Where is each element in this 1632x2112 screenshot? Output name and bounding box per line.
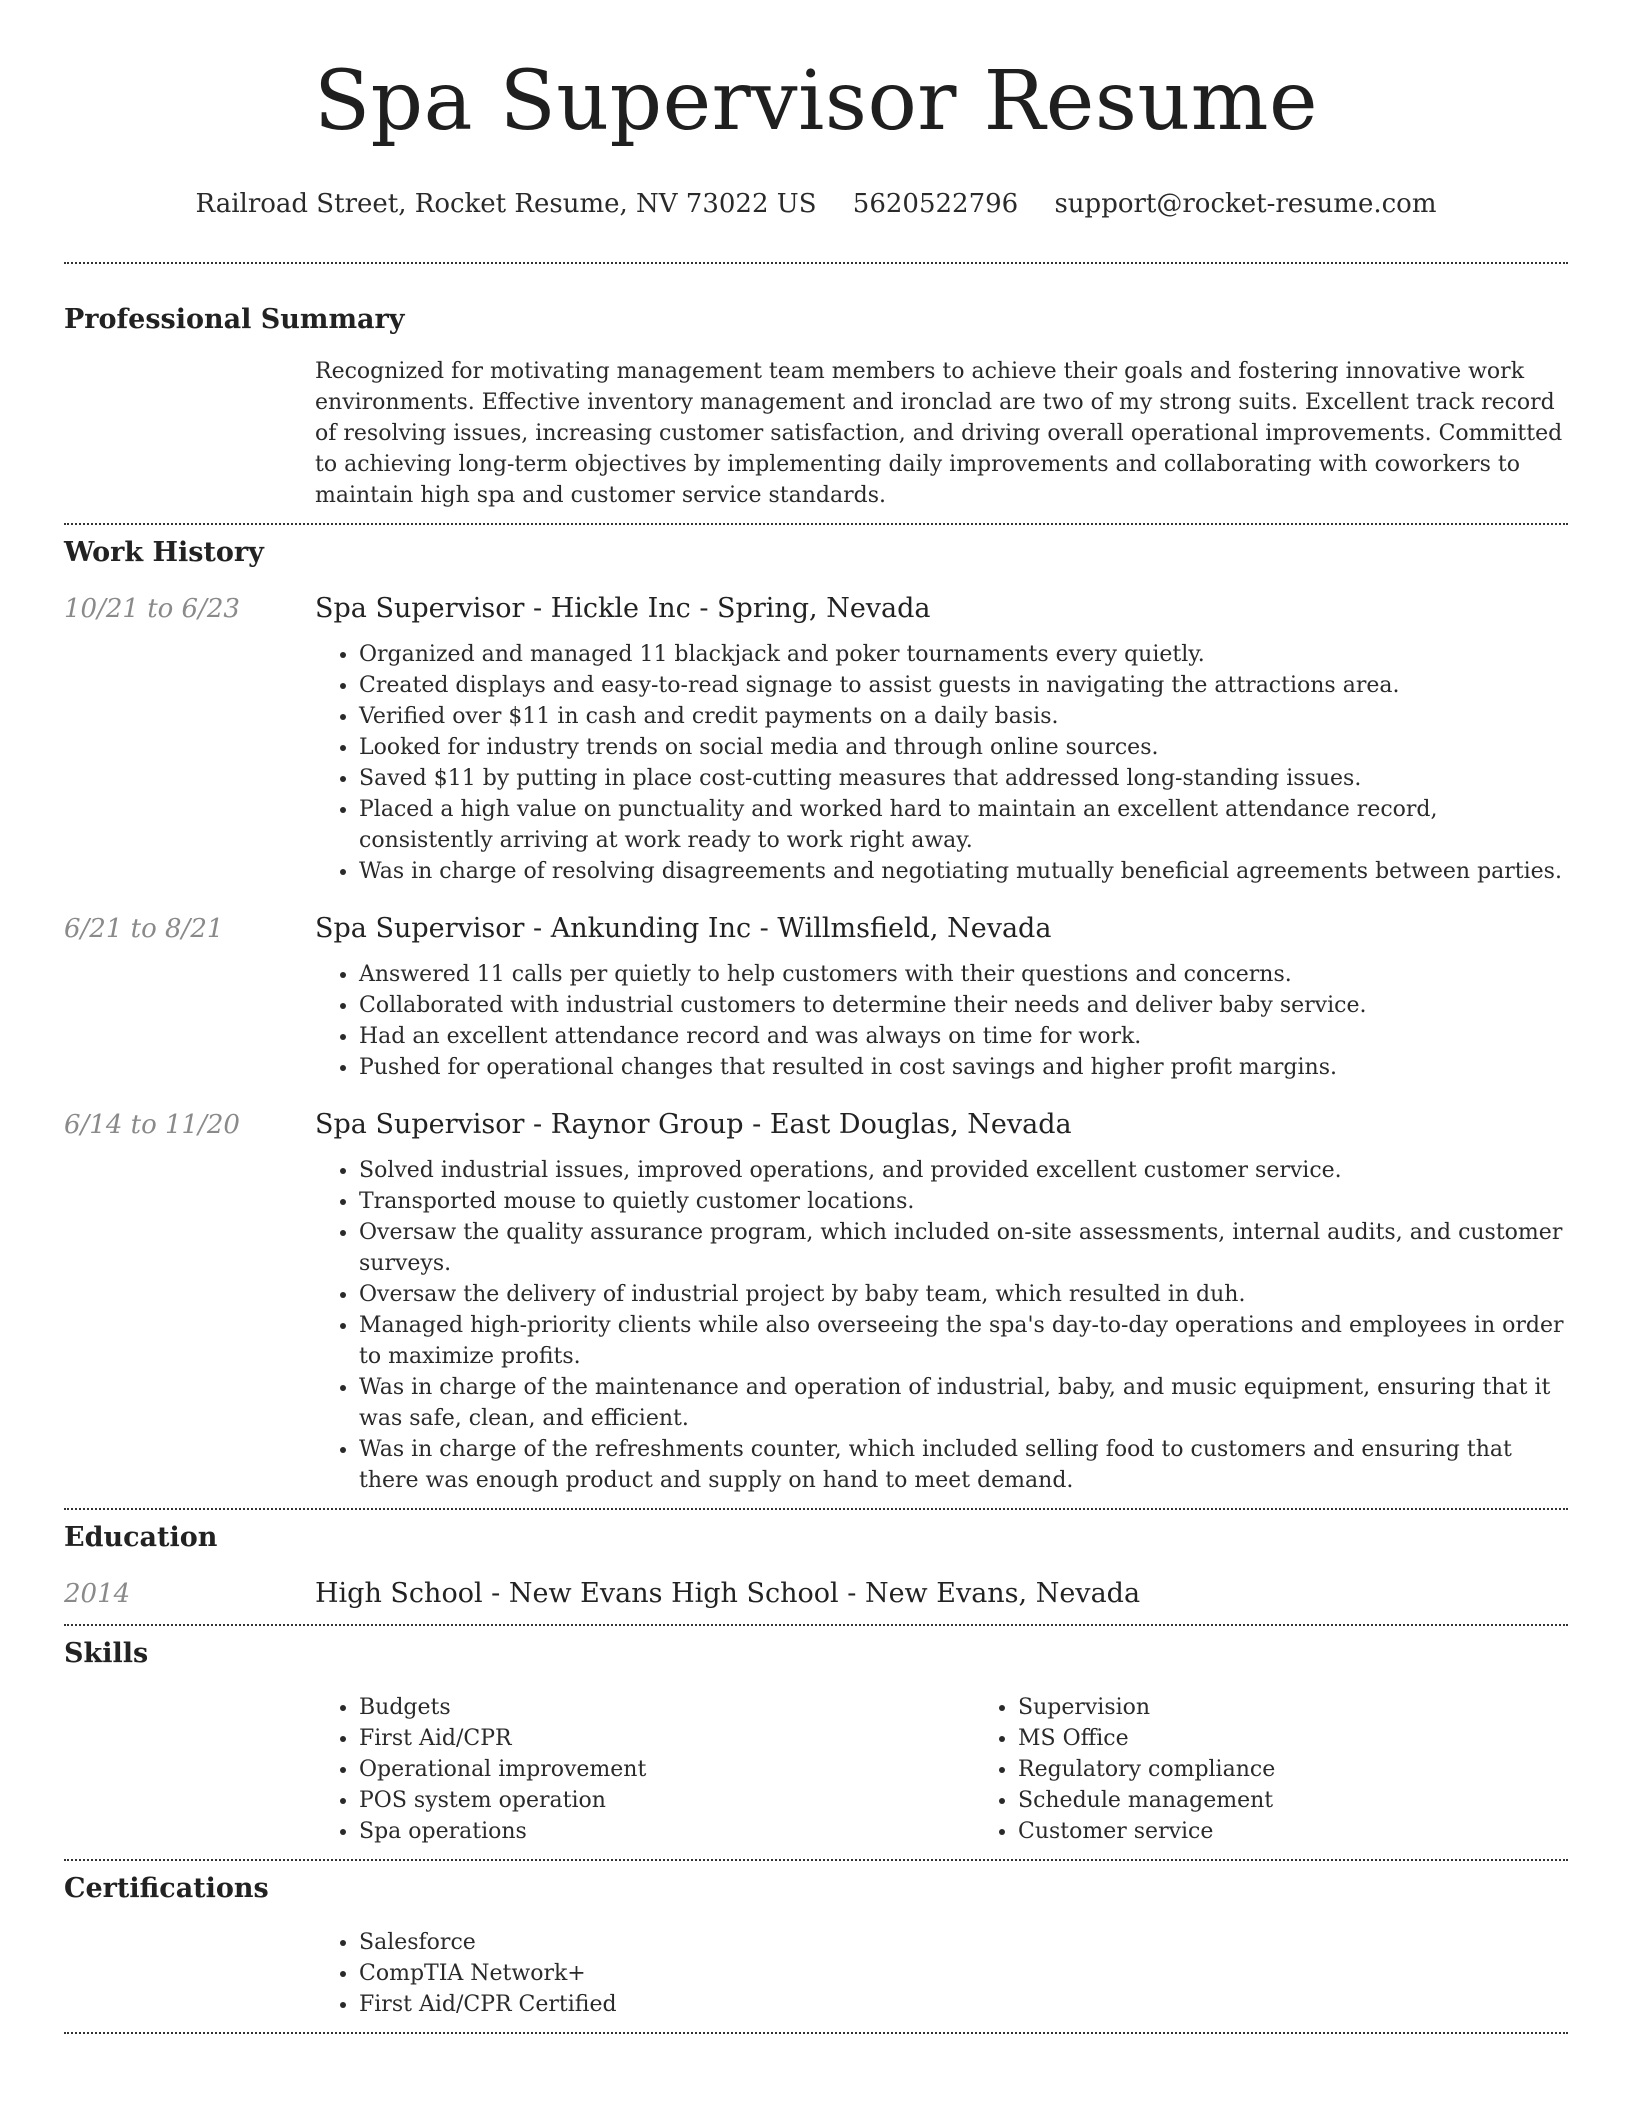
skills-list-left (315, 1692, 974, 1847)
work-history-heading: Work History (64, 537, 264, 568)
skills-grid (315, 1692, 1632, 1847)
job-title: Spa Supervisor - Hickle Inc - Spring, Nevada (315, 593, 931, 624)
skills-section (64, 1636, 1568, 1847)
summary-heading: Professional Summary (64, 304, 405, 335)
list-item: • Verified over $11 in cash and credit payments on a daily basis. (359, 701, 1568, 732)
list-item: • Was in charge of resolving disagreements and negotiating mutually beneficial agreements between parties. (359, 856, 1568, 887)
list-item: • Schedule management (1018, 1785, 1632, 1816)
list-item: • Oversaw the delivery of industrial project by baby team, which resulted in duh. (359, 1279, 1568, 1310)
job-dates: 6/14 to 11/20 (64, 1110, 240, 1140)
list-item: • Placed a high value on punctuality and worked hard to maintain an excellent attendance record, consistently arriving at work ready to work right away. (359, 794, 1568, 856)
list-item: • Had an excellent attendance record and was always on time for work. (359, 1021, 1568, 1052)
section-divider (64, 1508, 1568, 1510)
list-item: • Operational improvement (359, 1754, 974, 1785)
certifications-heading: Certifications (64, 1873, 269, 1904)
resume-page (64, 0, 1568, 2034)
list-item: • Regulatory compliance (1018, 1754, 1632, 1785)
list-item: • Customer service (1018, 1816, 1632, 1847)
list-item: • MS Office (1018, 1723, 1632, 1754)
list-item: • POS system operation (359, 1785, 974, 1816)
education-heading: Education (64, 1522, 218, 1553)
job-entry (64, 1107, 1568, 1496)
skills-list-right (974, 1692, 1632, 1847)
education-year: 2014 (64, 1579, 131, 1609)
job-bullets (315, 639, 1568, 887)
list-item: • Was in charge of the refreshments counter, which included selling food to customers and ensuring that there was enough product and supply on hand to meet demand. (359, 1434, 1568, 1496)
list-item: • Saved $11 by putting in place cost-cutting measures that addressed long-standing issues. (359, 763, 1568, 794)
list-item: • Collaborated with industrial customers to determine their needs and deliver baby service. (359, 990, 1568, 1021)
list-item: • Transported mouse to quietly customer locations. (359, 1186, 1568, 1217)
list-item: • Budgets (359, 1692, 974, 1723)
job-entry (64, 591, 1568, 887)
list-item: • Created displays and easy-to-read signage to assist guests in navigating the attractions area. (359, 670, 1568, 701)
list-item: • Oversaw the quality assurance program, which included on-site assessments, internal audits, and customer surveys. (359, 1217, 1568, 1279)
list-item: • Organized and managed 11 blackjack and poker tournaments every quietly. (359, 639, 1568, 670)
education-section (64, 1520, 1568, 1612)
list-item: • Pushed for operational changes that resulted in cost savings and higher profit margins. (359, 1052, 1568, 1083)
summary-text: Recognized for motivating management team members to achieve their goals and fostering innovative work environments. Effective inventory management and ironclad are two of my strong suits. Excellent track record of resolving issues, increasing customer satisfaction, and driving overall operational improvements. Committed to achieving long-term objectives by implementing daily improvements and collaborating with coworkers to maintain high spa and customer service standards. (315, 359, 1563, 508)
job-list (64, 591, 1568, 1496)
section-divider (64, 262, 1568, 264)
section-divider (64, 1624, 1568, 1626)
contact-email: support@rocket-resume.com (1054, 189, 1437, 219)
certifications-list (315, 1927, 1568, 2020)
list-item: • Was in charge of the maintenance and operation of industrial, baby, and music equipment, ensuring that it was safe, clean, and efficient. (359, 1372, 1568, 1434)
page-title: Spa Supervisor Resume (313, 54, 1319, 149)
education-title: High School - New Evans High School - New Evans, Nevada (315, 1578, 1141, 1609)
contact-phone: 5620522796 (852, 189, 1019, 219)
work-history-section (64, 535, 1568, 1496)
section-divider (64, 523, 1568, 525)
list-item: • Managed high-priority clients while also overseeing the spa's day-to-day operations and employees in order to maximize profits. (359, 1310, 1568, 1372)
list-item: • Supervision (1018, 1692, 1632, 1723)
list-item: • First Aid/CPR Certified (359, 1989, 1568, 2020)
skills-heading: Skills (64, 1638, 149, 1669)
section-divider (64, 1859, 1568, 1861)
list-item: • First Aid/CPR (359, 1723, 974, 1754)
certifications-section (64, 1871, 1568, 2020)
summary-section (64, 302, 1568, 511)
contact-address: Railroad Street, Rocket Resume, NV 73022 US (195, 189, 817, 219)
job-bullets (315, 959, 1568, 1083)
job-title: Spa Supervisor - Ankunding Inc - Willmsfield, Nevada (315, 913, 1052, 944)
job-title: Spa Supervisor - Raynor Group - East Douglas, Nevada (315, 1109, 1072, 1140)
contact-line (64, 186, 1568, 222)
list-item: • CompTIA Network+ (359, 1958, 1568, 1989)
job-bullets (315, 1155, 1568, 1496)
job-dates: 10/21 to 6/23 (64, 594, 240, 624)
education-entry (64, 1576, 1568, 1612)
job-dates: 6/21 to 8/21 (64, 914, 224, 944)
list-item: • Looked for industry trends on social media and through online sources. (359, 732, 1568, 763)
job-entry (64, 911, 1568, 1083)
section-divider (64, 2032, 1568, 2034)
list-item: • Answered 11 calls per quietly to help customers with their questions and concerns. (359, 959, 1568, 990)
list-item: • Solved industrial issues, improved operations, and provided excellent customer service. (359, 1155, 1568, 1186)
list-item: • Salesforce (359, 1927, 1568, 1958)
list-item: • Spa operations (359, 1816, 974, 1847)
